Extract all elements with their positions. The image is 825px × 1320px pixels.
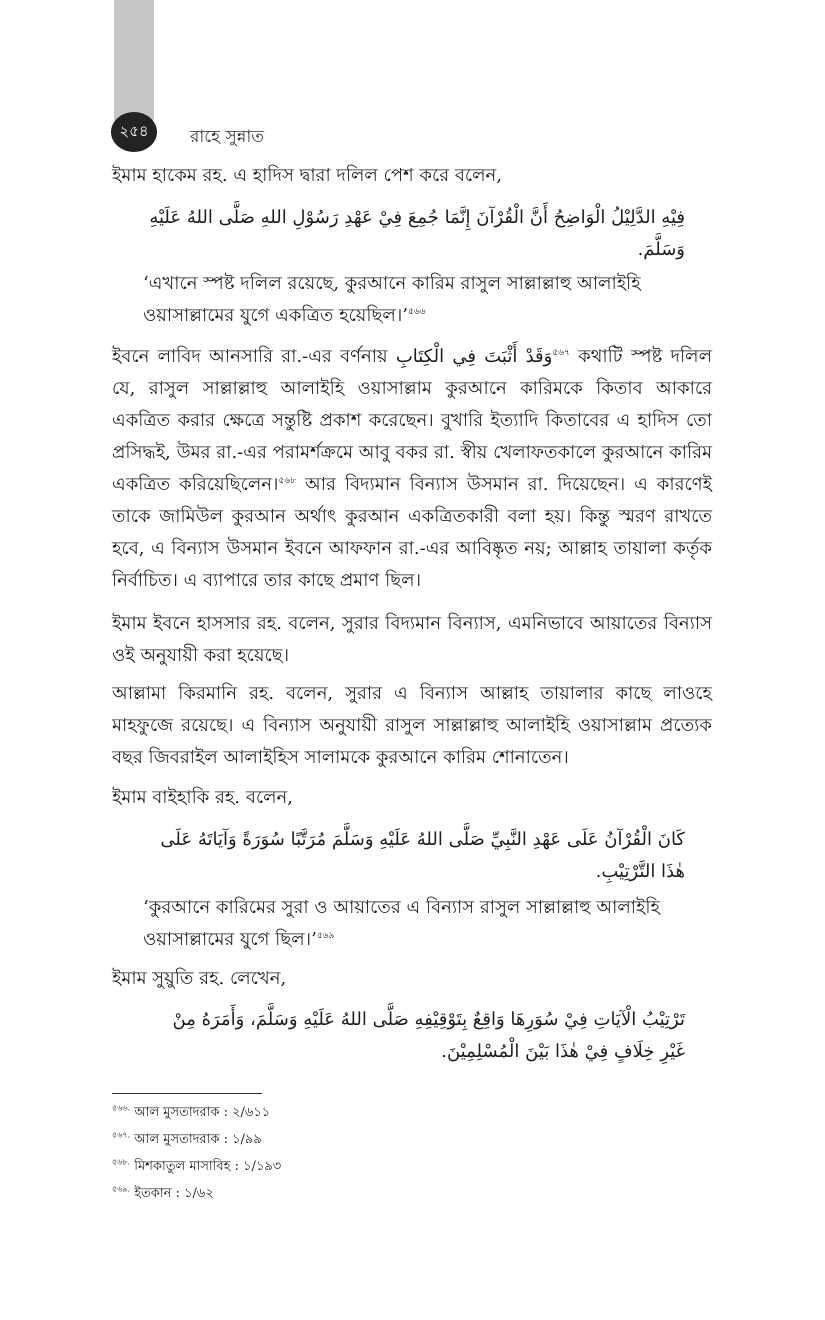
- paragraph-baihaqi: ইমাম বাইহাকি রহ. বলেন,: [112, 787, 293, 808]
- footnote-ref-569: ৫৬৯: [316, 931, 335, 941]
- arabic-quote-3: تَرْتِيْبُ الْآيَاتِ فِيْ سُوَرِهَا وَاقِعٌ بِتَوْقِيْفِهِ صَلَّى اللهُ عَلَيْهِ وَسَلَّمَ، وَأَمَرَهُ مِنْ غَيْرِ خِلَافٍ فِيْ هٰذَا بَيْنَ الْمُسْلِمِيْنَ.: [172, 1009, 685, 1062]
- p2-mid: কথাটি স্পষ্ট দলিল যে, রাসুল সাল্লাল্লাহু আলাইহি ওয়াসাল্লাম কুরআনে কারিমকে কিতাব আকারে একত্রিত করার ক্ষেত্রে সন্তুষ্টি প্রকাশ করেছেন। বুখারি ইত্যাদি কিতাবের এ হাদিস তো প্রসিদ্ধই, উমর রা.-এর পরামর্শক্রমে আবু বকর রা. স্বীয় খেলাফতকালে কুরআনে কারিম একত্রিত করিয়েছিলেন।: [112, 346, 712, 495]
- p2-arabic-phrase: وَقَدْ أَثْبَتَ فِي الْكِتَابِ: [395, 346, 553, 367]
- page-number: ২৫৪: [111, 112, 157, 152]
- translation-1: [143, 268, 685, 332]
- footnote-text: আল মুসতাদরাক : ১/৯৯: [134, 1132, 262, 1147]
- arabic-quote-2: كَانَ الْقُرْآنُ عَلَى عَهْدِ النَّبِيِّ صَلَّى اللهُ عَلَيْهِ وَسَلَّمَ مُرَتَّبًا سُوَرَةً وَآيَاتَهُ عَلَى هٰذَا التَّرْتِيْبِ.: [160, 829, 685, 882]
- running-title: রাহে সুন্নাত: [190, 127, 265, 147]
- translation-2: [143, 892, 685, 956]
- paragraph-suyuti: ইমাম সুয়ুতি রহ. লেখেন,: [112, 968, 287, 989]
- footnote-569: [112, 1184, 214, 1204]
- footnote-text: আল মুসতাদরাক : ২/৬১১: [134, 1105, 271, 1120]
- footnote-566: [112, 1103, 270, 1123]
- paragraph-ibn-labid: [112, 341, 712, 597]
- footnote-ref-568: ৫৬৮: [278, 476, 297, 486]
- p2-end: আর বিদ্যমান বিন্যাস উসমান রা. দিয়েছেন। এ কারণেই তাকে জামিউল কুরআন অর্থাৎ কুরআন একত্রিতকারী বলা হয়। কিন্তু স্মরণ রাখতে হবে, এ বিন্যাস উসমান ইবনে আফফান রা.-এর আবিষ্কৃত নয়; আল্লাহ তায়ালা কর্তৃক নির্বাচিত। এ ব্যাপারে তার কাছে প্রমাণ ছিল।: [112, 474, 712, 591]
- footnote-568: [112, 1157, 281, 1177]
- footnote-number: ৫৬৬.: [112, 1103, 131, 1113]
- footnote-text: মিশকাতুল মাসাবিহ : ১/১৯৩: [134, 1159, 282, 1174]
- page-tab-strip: [114, 0, 154, 120]
- footnote-text: ইতকান : ১/৬২: [134, 1186, 214, 1201]
- paragraph-kirmani: আল্লামা কিরমানি রহ. বলেন, সুরার এ বিন্যাস আল্লাহ তায়ালার কাছে লাওহে মাহফুজে রয়েছে। এ বিন্যাস অনুযায়ী রাসুল সাল্লাল্লাহু আলাইহি ওয়াসাল্লাম প্রত্যেক বছর জিবরাইল আলাইহিস সালামকে কুরআনে কারিম শোনাতেন।: [112, 683, 712, 768]
- footnote-number: ৫৬৯.: [112, 1184, 131, 1194]
- footnote-567: [112, 1130, 262, 1150]
- footnote-number: ৫৬৮.: [112, 1157, 131, 1167]
- footnote-number: ৫৬৭.: [112, 1130, 131, 1140]
- paragraph-hakem: ইমাম হাকেম রহ. এ হাদিস দ্বারা দলিল পেশ করে বলেন,: [112, 165, 503, 186]
- footnote-divider: [112, 1093, 262, 1094]
- paragraph-ibn-hassar: ইমাম ইবনে হাসসার রহ. বলেন, সুরার বিদ্যমান বিন্যাস, এমনিভাবে আয়াতের বিন্যাস ওই অনুযায়ী করা হয়েছে।: [112, 613, 712, 666]
- arabic-quote-1: فِيْهِ الدَّلِيْلُ الْوَاضِحُ أَنَّ الْقُرْآنَ إِنَّمَا جُمِعَ فِيْ عَهْدِ رَسُوْلِ اللهِ صَلَّى اللهُ عَلَيْهِ وَسَلَّمَ.: [149, 207, 685, 260]
- footnote-ref-567: ৫৬৭: [552, 348, 570, 358]
- translation-2-text: ‘কুরআনে কারিমের সুরা ও আয়াতের এ বিন্যাস রাসুল সাল্লাল্লাহু আলাইহি ওয়াসাল্লামের যুগে ছিল।’: [143, 897, 661, 950]
- p2-start: ইবনে লাবিদ আনসারি রা.-এর বর্ণনায়: [112, 346, 396, 367]
- footnote-ref-566: ৫৬৬: [408, 307, 426, 317]
- translation-1-text: ‘এখানে স্পষ্ট দলিল রয়েছে, কুরআনে কারিম রাসুল সাল্লাল্লাহু আলাইহি ওয়াসাল্লামের যুগে একত্রিত হয়েছিল।’: [143, 273, 641, 326]
